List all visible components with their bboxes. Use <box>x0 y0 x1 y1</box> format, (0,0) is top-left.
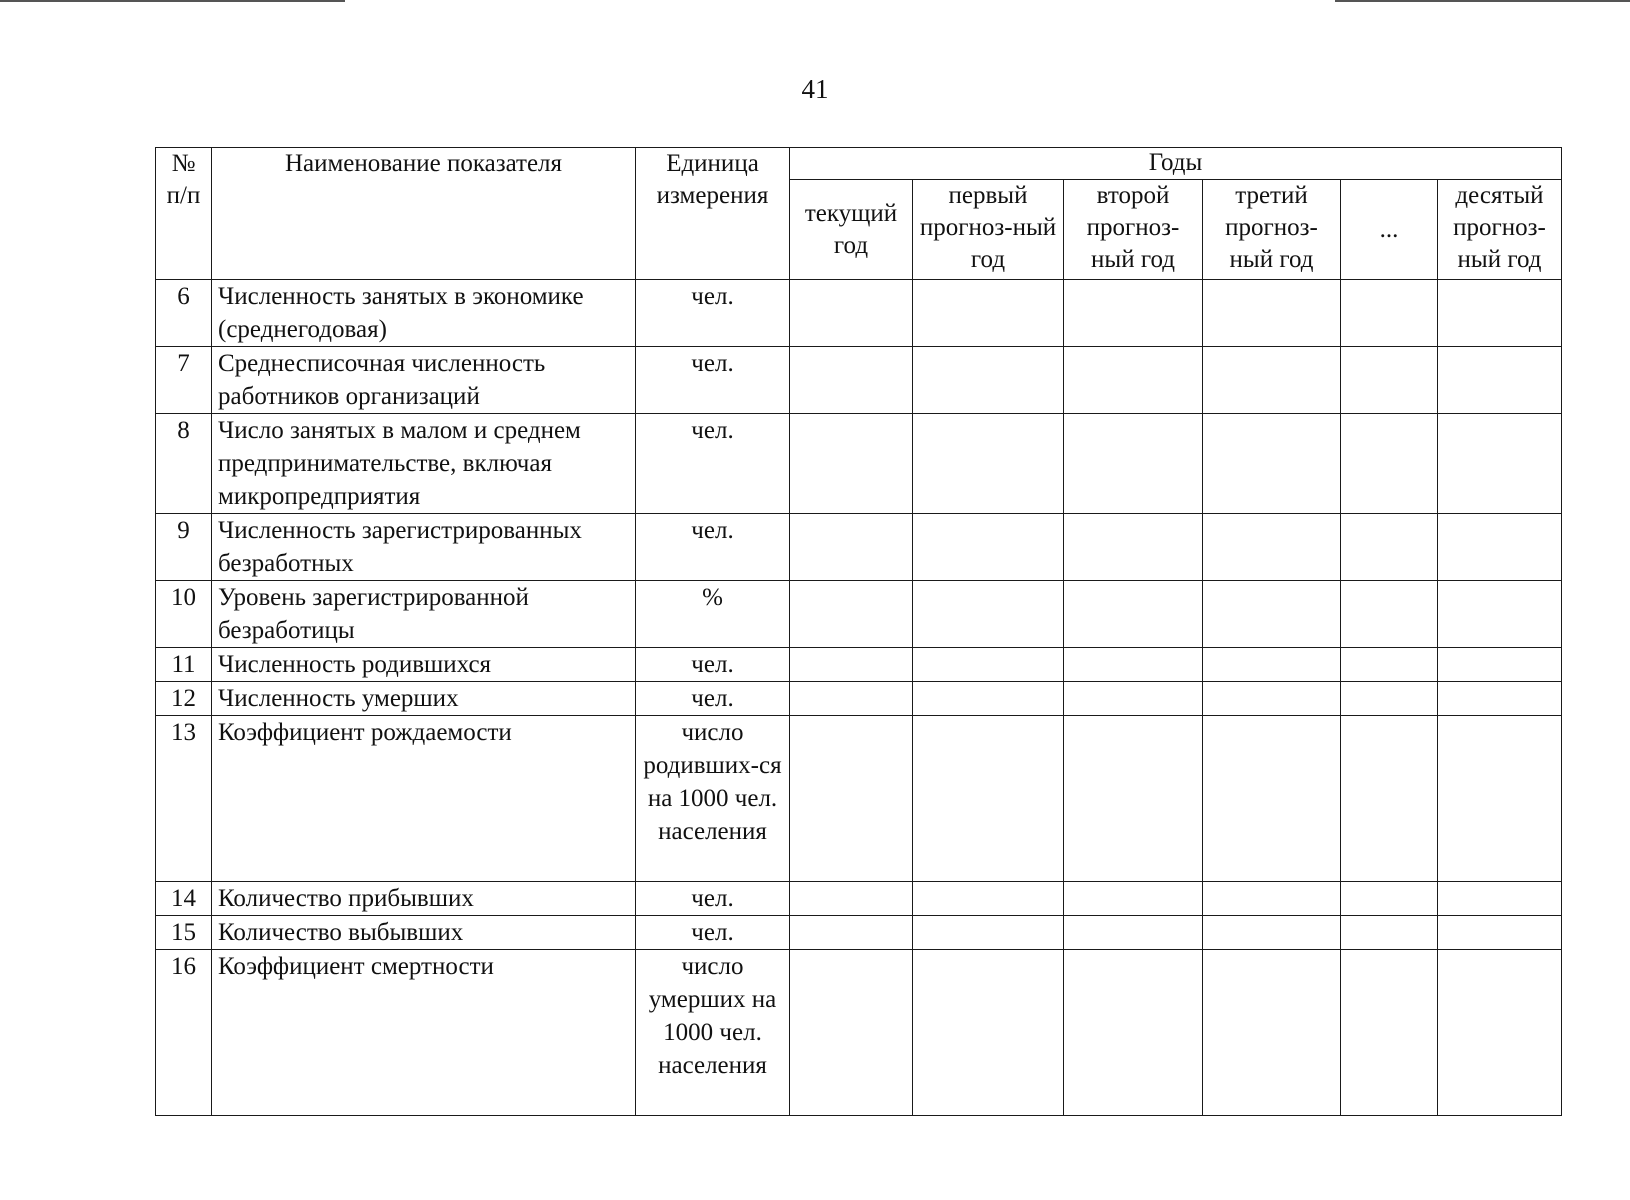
row-num-cell: 12 <box>156 682 212 716</box>
row-year-cell <box>1341 916 1438 950</box>
row-num-cell: 14 <box>156 882 212 916</box>
row-num-cell: 9 <box>156 514 212 581</box>
row-year-cell <box>913 916 1064 950</box>
row-year-cell <box>790 414 913 514</box>
row-unit-cell: чел. <box>636 280 790 347</box>
row-num-cell: 6 <box>156 280 212 347</box>
indicators-table <box>155 147 1562 1116</box>
row-year-cell <box>1203 716 1341 882</box>
row-year-cell <box>1341 716 1438 882</box>
row-year-cell <box>1438 916 1562 950</box>
row-num-cell: 10 <box>156 581 212 648</box>
row-unit-cell: чел. <box>636 916 790 950</box>
row-name-cell: Численность занятых в экономике (среднегодовая) <box>212 280 636 347</box>
row-year-cell <box>1341 882 1438 916</box>
header-year-tenth: десятый прогноз-ный год <box>1438 180 1562 280</box>
row-name-cell: Количество прибывших <box>212 882 636 916</box>
row-year-cell <box>1064 950 1203 1116</box>
row-year-cell <box>1341 648 1438 682</box>
header-years: Годы <box>790 148 1562 180</box>
row-year-cell <box>1064 648 1203 682</box>
row-name-cell: Коэффициент смертности <box>212 950 636 1116</box>
table-row <box>156 682 1562 716</box>
row-year-cell <box>1341 514 1438 581</box>
row-year-cell <box>790 882 913 916</box>
header-row-top <box>156 148 1562 180</box>
row-year-cell <box>1203 882 1341 916</box>
row-year-cell <box>913 882 1064 916</box>
row-year-cell <box>913 716 1064 882</box>
row-year-cell <box>1203 414 1341 514</box>
row-name-cell: Число занятых в малом и среднем предпринимательстве, включая микропредприятия <box>212 414 636 514</box>
row-year-cell <box>1064 347 1203 414</box>
row-year-cell <box>913 347 1064 414</box>
row-year-cell <box>1341 950 1438 1116</box>
row-name-cell: Коэффициент рождаемости <box>212 716 636 882</box>
table-row <box>156 648 1562 682</box>
row-unit-cell: чел. <box>636 648 790 682</box>
row-year-cell <box>913 648 1064 682</box>
table-row <box>156 280 1562 347</box>
row-year-cell <box>1341 682 1438 716</box>
row-num-cell: 15 <box>156 916 212 950</box>
table-row <box>156 950 1562 1116</box>
row-year-cell <box>1341 581 1438 648</box>
table-row <box>156 581 1562 648</box>
row-unit-cell: число умерших на 1000 чел. населения <box>636 950 790 1116</box>
row-year-cell <box>790 950 913 1116</box>
row-year-cell <box>1438 716 1562 882</box>
row-year-cell <box>790 514 913 581</box>
row-year-cell <box>1438 648 1562 682</box>
row-year-cell <box>1438 581 1562 648</box>
row-year-cell <box>913 581 1064 648</box>
row-name-cell: Численность зарегистрированных безработных <box>212 514 636 581</box>
row-year-cell <box>790 581 913 648</box>
row-year-cell <box>913 280 1064 347</box>
table-row <box>156 882 1562 916</box>
row-year-cell <box>790 280 913 347</box>
row-year-cell <box>1064 882 1203 916</box>
row-unit-cell: чел. <box>636 414 790 514</box>
row-unit-cell: чел. <box>636 347 790 414</box>
header-name: Наименование показателя <box>212 148 636 280</box>
header-num: № п/п <box>156 148 212 280</box>
table-row <box>156 347 1562 414</box>
row-year-cell <box>790 347 913 414</box>
row-year-cell <box>1341 280 1438 347</box>
row-year-cell <box>790 648 913 682</box>
row-year-cell <box>1438 414 1562 514</box>
row-year-cell <box>913 682 1064 716</box>
row-name-cell: Численность родившихся <box>212 648 636 682</box>
row-year-cell <box>913 950 1064 1116</box>
row-year-cell <box>1438 347 1562 414</box>
row-year-cell <box>1064 414 1203 514</box>
header-year-ellipsis: ... <box>1341 180 1438 280</box>
row-year-cell <box>1438 280 1562 347</box>
row-unit-cell: число родивших-ся на 1000 чел. населения <box>636 716 790 882</box>
row-year-cell <box>790 682 913 716</box>
row-year-cell <box>1203 581 1341 648</box>
row-num-cell: 7 <box>156 347 212 414</box>
row-name-cell: Количество выбывших <box>212 916 636 950</box>
row-year-cell <box>1203 514 1341 581</box>
row-unit-cell: чел. <box>636 882 790 916</box>
row-year-cell <box>1438 682 1562 716</box>
table-row <box>156 414 1562 514</box>
row-year-cell <box>1203 950 1341 1116</box>
row-num-cell: 16 <box>156 950 212 1116</box>
row-name-cell: Среднесписочная численность работников организаций <box>212 347 636 414</box>
row-year-cell <box>1203 916 1341 950</box>
table-row <box>156 916 1562 950</box>
row-year-cell <box>1341 414 1438 514</box>
header-unit: Единица измерения <box>636 148 790 280</box>
row-year-cell <box>1064 514 1203 581</box>
scan-edge-right <box>1335 0 1630 2</box>
row-year-cell <box>1438 514 1562 581</box>
header-year-first: первый прогноз-ный год <box>913 180 1064 280</box>
row-year-cell <box>1203 347 1341 414</box>
row-year-cell <box>1341 347 1438 414</box>
row-year-cell <box>1203 682 1341 716</box>
row-num-cell: 13 <box>156 716 212 882</box>
row-year-cell <box>1438 950 1562 1116</box>
row-year-cell <box>790 716 913 882</box>
row-num-cell: 11 <box>156 648 212 682</box>
row-num-cell: 8 <box>156 414 212 514</box>
table-row <box>156 514 1562 581</box>
row-year-cell <box>1438 882 1562 916</box>
row-unit-cell: чел. <box>636 514 790 581</box>
row-unit-cell: чел. <box>636 682 790 716</box>
page-number: 41 <box>801 74 829 104</box>
row-name-cell: Уровень зарегистрированной безработицы <box>212 581 636 648</box>
header-year-third: третий прогноз-ный год <box>1203 180 1341 280</box>
row-unit-cell: % <box>636 581 790 648</box>
row-year-cell <box>790 916 913 950</box>
row-year-cell <box>1064 916 1203 950</box>
row-year-cell <box>1064 682 1203 716</box>
header-year-second: второй прогноз-ный год <box>1064 180 1203 280</box>
header-year-current: текущий год <box>790 180 913 280</box>
row-year-cell <box>913 414 1064 514</box>
row-year-cell <box>1203 280 1341 347</box>
row-name-cell: Численность умерших <box>212 682 636 716</box>
row-year-cell <box>1064 716 1203 882</box>
scan-edge-left <box>0 0 345 2</box>
row-year-cell <box>913 514 1064 581</box>
row-year-cell <box>1064 280 1203 347</box>
table-row <box>156 716 1562 882</box>
table-body <box>156 280 1562 1116</box>
row-year-cell <box>1203 648 1341 682</box>
row-year-cell <box>1064 581 1203 648</box>
